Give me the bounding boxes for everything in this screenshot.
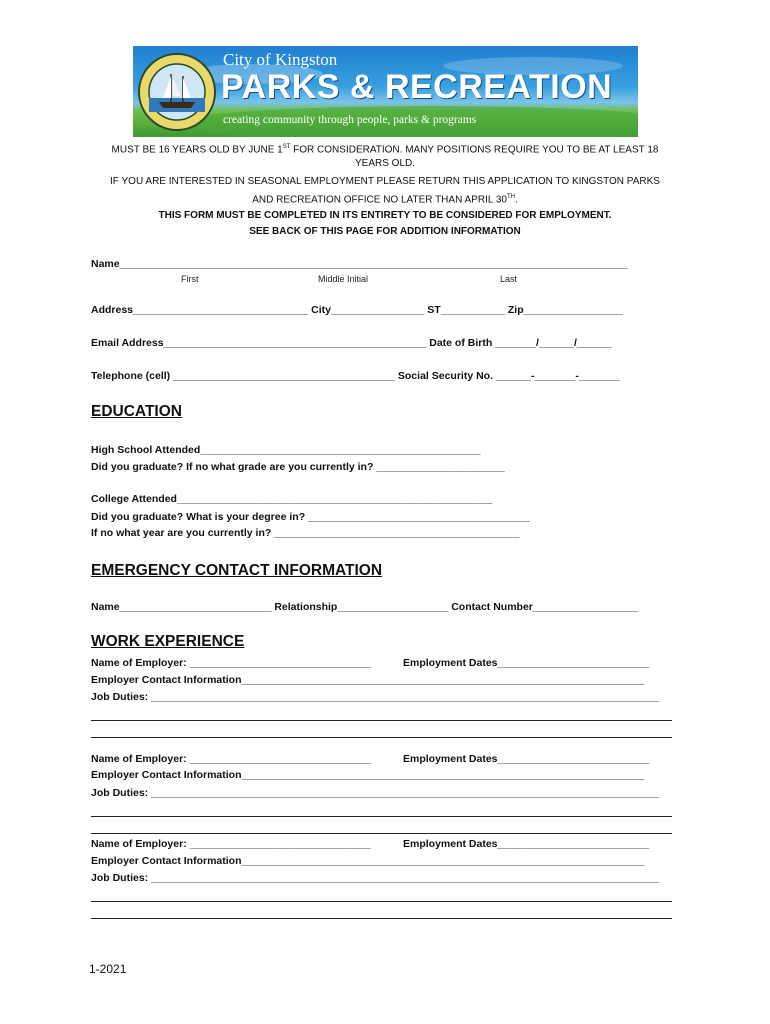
name-last-label: Last [500, 274, 518, 284]
job-duties-line[interactable] [91, 816, 672, 817]
job-duties-line[interactable] [91, 720, 672, 721]
intro-line-2: YEARS OLD. [354, 158, 416, 169]
employer-contact-field[interactable]: Employer Contact Information_____________________________________________________________________ [91, 674, 645, 686]
intro-requirement: THIS FORM MUST BE COMPLETED IN ITS ENTIRETY TO BE CONSIDERED FOR EMPLOYMENT. [158, 210, 612, 221]
email-dob-field[interactable]: Email Address_____________________________________________ Date of Birth _______/______/______ [91, 337, 612, 349]
hs-graduate-field[interactable]: Did you graduate? If no what grade are you currently in? ______________________ [91, 461, 505, 473]
intro-line-3: IF YOU ARE INTERESTED IN SEASONAL EMPLOYMENT PLEASE RETURN THIS APPLICATION TO KINGSTON PARKS [110, 176, 660, 187]
emergency-contact-field[interactable]: Name__________________________ Relationship___________________ Contact Number__________________ [91, 601, 639, 613]
job-duties-field[interactable]: Job Duties: _______________________________________________________________________________________ [91, 787, 660, 799]
banner-title: PARKS & RECREATION [221, 68, 613, 106]
employment-dates-field[interactable]: Employment Dates__________________________ [403, 838, 650, 850]
employment-dates-field[interactable]: Employment Dates__________________________ [403, 753, 650, 765]
job-duties-line[interactable] [91, 833, 672, 834]
parks-recreation-banner [133, 46, 638, 137]
intro-line-1: MUST BE 16 YEARS OLD BY JUNE 1ST FOR CONSIDERATION. MANY POSITIONS REQUIRE YOU TO BE AT LEAST 18 [111, 144, 659, 156]
college-field[interactable]: College Attended______________________________________________________ [91, 493, 493, 505]
job-duties-field[interactable]: Job Duties: _______________________________________________________________________________________ [91, 691, 660, 703]
address-field[interactable]: Address______________________________ City________________ ST___________ Zip_________________ [91, 304, 623, 316]
telephone-ssn-field[interactable]: Telephone (cell) ______________________________________ Social Security No. ______-_______-_______ [91, 370, 620, 382]
college-degree-field[interactable]: Did you graduate? What is your degree in? ______________________________________ [91, 511, 530, 523]
job-duties-line[interactable] [91, 737, 672, 738]
job-duties-line[interactable] [91, 901, 672, 902]
form-revision-code: 1-2021 [89, 962, 127, 976]
college-year-field[interactable]: If no what year are you currently in? __________________________________________ [91, 527, 520, 539]
education-heading: EDUCATION [91, 403, 182, 420]
name-field[interactable]: Name_______________________________________________________________________________________ [91, 258, 628, 270]
employer-contact-field[interactable]: Employer Contact Information_____________________________________________________________________ [91, 769, 645, 781]
banner-tagline: creating community through people, parks & programs [223, 114, 477, 126]
employer-name-field[interactable]: Name of Employer: _______________________________ [91, 753, 371, 765]
employer-contact-field[interactable]: Employer Contact Information_____________________________________________________________________ [91, 855, 645, 867]
city-seal-icon [139, 54, 215, 130]
work-heading: WORK EXPERIENCE [91, 633, 245, 650]
intro-see-back: SEE BACK OF THIS PAGE FOR ADDITION INFORMATION [249, 226, 521, 237]
intro-line-4: AND RECREATION OFFICE NO LATER THAN APRIL 30TH. [252, 194, 518, 206]
name-middle-label: Middle Initial [318, 274, 369, 284]
emergency-heading: EMERGENCY CONTACT INFORMATION [91, 562, 383, 579]
employer-name-field[interactable]: Name of Employer: _______________________________ [91, 838, 371, 850]
banner-city: City of Kingston [223, 50, 338, 69]
employment-dates-field[interactable]: Employment Dates__________________________ [403, 657, 650, 669]
job-duties-line[interactable] [91, 918, 672, 919]
employer-name-field[interactable]: Name of Employer: _______________________________ [91, 657, 371, 669]
high-school-field[interactable]: High School Attended________________________________________________ [91, 444, 481, 456]
name-first-label: First [181, 274, 199, 284]
job-duties-field[interactable]: Job Duties: _______________________________________________________________________________________ [91, 872, 660, 884]
